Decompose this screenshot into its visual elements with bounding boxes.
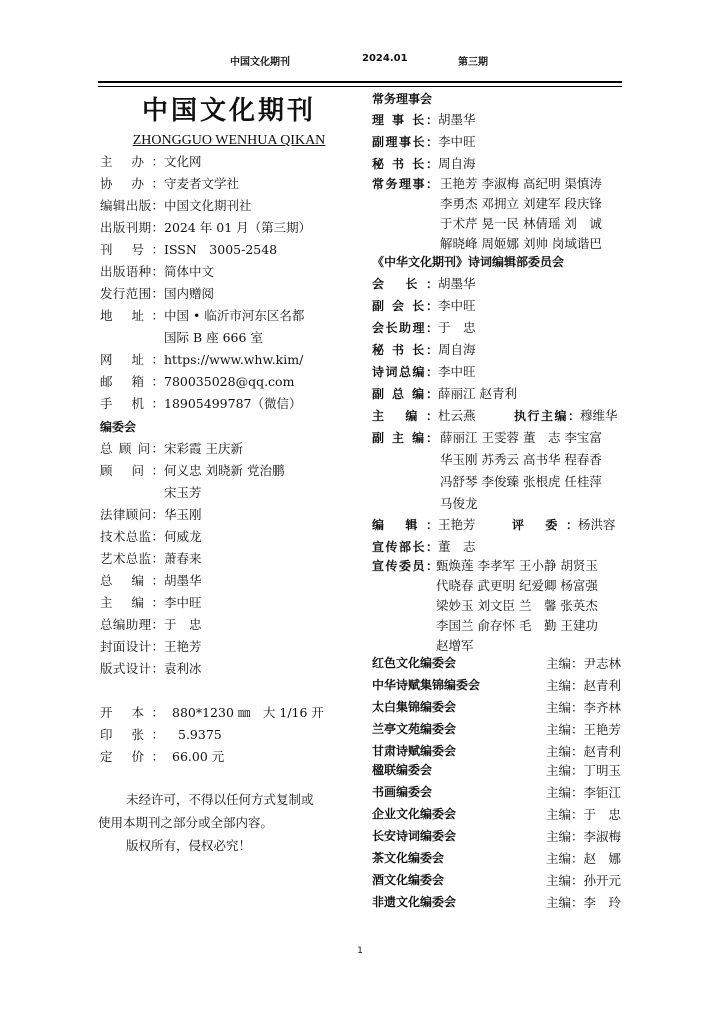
council-row <box>372 155 476 173</box>
committee-row <box>372 893 622 910</box>
poetry-value: 李中旺 <box>438 364 476 379</box>
info-value: 国际 B 座 666 室 <box>164 330 263 345</box>
pub-members-line: 代晓春 武更明 纪爱卿 杨富强 <box>436 578 598 593</box>
info-value: ISSN 3005-2548 <box>164 242 278 257</box>
members-line: 于术芹 晃一民 林倩瑶 刘 诚 <box>440 216 602 231</box>
poetry-reviewer-row <box>512 516 616 534</box>
running-header-issue: 第三期 <box>458 57 488 68</box>
committee-name: 太白集锦编委会 <box>372 700 457 714</box>
poetry-row <box>372 385 517 403</box>
info-label: 出版语种： <box>100 264 164 279</box>
info-row <box>100 219 311 236</box>
editor-label: 编 辑： <box>372 518 438 532</box>
editorial-row <box>100 660 202 677</box>
spec-label: 印 张： <box>100 727 164 742</box>
committee-head: 主编：李淑梅 <box>546 829 622 844</box>
reviewer-value: 杨洪容 <box>578 517 616 532</box>
poetry-row <box>372 363 476 381</box>
council-members-row <box>372 175 438 193</box>
info-label: 编辑出版： <box>100 198 164 213</box>
members-line: 李勇杰 邓拥立 刘建军 段庆锋 <box>440 196 602 211</box>
committee-name: 甘肃诗赋编委会 <box>372 744 457 758</box>
members-line: 解晓峰 周姬娜 刘帅 岗域谐巴 <box>440 236 602 251</box>
poetry-label: 会 长： <box>372 277 438 291</box>
spec-label: 定 价： <box>100 749 164 764</box>
info-row <box>100 307 304 324</box>
info-label: 出版刊期： <box>100 220 164 235</box>
header-rule-thin <box>98 86 622 87</box>
chief-value: 杜云燕 <box>438 408 476 423</box>
committee-name: 长安诗词编委会 <box>372 829 457 843</box>
editorial-label: 技术总监： <box>100 529 164 544</box>
committee-name: 非遗文化编委会 <box>372 895 457 909</box>
committee-head: 主编：赵 娜 <box>546 851 622 866</box>
chief-label: 主 编： <box>372 409 438 423</box>
editorial-value: 于 忠 <box>164 617 202 632</box>
committee-head: 主编：李钜江 <box>546 785 622 800</box>
info-label: 发行范围： <box>100 286 164 301</box>
info-row-continuation <box>164 329 263 346</box>
standing-council-heading: 常务理事会 <box>372 92 433 106</box>
editorial-label: 法律顾问： <box>100 507 164 522</box>
committee-head: 主编：王艳芳 <box>546 722 622 737</box>
poetry-row <box>372 297 476 315</box>
info-label: 协 办： <box>100 176 164 191</box>
poetry-row <box>372 319 476 337</box>
poetry-pubm-row <box>372 557 438 575</box>
info-label: 网 址： <box>100 352 164 367</box>
info-label: 邮 箱： <box>100 374 164 389</box>
council-label: 副理事长： <box>372 135 438 149</box>
committee-name: 企业文化编委会 <box>372 807 457 821</box>
masthead-title: 中国文化期刊 <box>141 96 316 126</box>
committee-row <box>372 720 622 737</box>
council-members <box>440 175 602 252</box>
editorial-value: 萧春来 <box>164 551 202 566</box>
poetry-label: 副 会 长： <box>372 299 438 313</box>
deputies-line: 薛丽江 王雯蓉 董 志 李宝富 <box>440 430 602 445</box>
council-value: 胡墨华 <box>438 112 476 127</box>
poetry-pub-members <box>436 557 598 654</box>
council-members-label: 常务理事： <box>372 177 438 191</box>
council-value: 李中旺 <box>438 134 476 149</box>
deputies-line: 冯舒琴 李俊臻 张根虎 任桂萍 <box>440 474 602 489</box>
deputy-label: 副 主 编： <box>372 431 438 445</box>
info-row <box>100 373 294 390</box>
info-value: 2024 年 01 月（第三期） <box>164 220 312 235</box>
editorial-label: 总 顾 问： <box>100 441 164 456</box>
committee-head: 主编：尹志林 <box>546 656 622 671</box>
editorial-label: 版式设计： <box>100 661 164 676</box>
editorial-heading: 编委会 <box>100 420 137 434</box>
editorial-label: 主 编： <box>100 595 164 610</box>
info-value: 中国文化期刊社 <box>164 198 252 213</box>
committee-row <box>372 871 622 888</box>
pub-members-line: 梁妙玉 刘文臣 兰 馨 张英杰 <box>436 598 598 613</box>
pub-members-line: 赵增军 <box>436 638 474 653</box>
running-header-journal: 中国文化期刊 <box>230 57 290 68</box>
editorial-label: 艺术总监： <box>100 551 164 566</box>
info-row <box>100 153 202 170</box>
committee-name: 兰亭文苑编委会 <box>372 722 457 736</box>
pub-label: 宣传部长： <box>372 540 438 554</box>
info-row <box>100 263 214 280</box>
pub-members-line: 李国兰 俞存怀 毛 勤 王建功 <box>436 618 598 633</box>
committee-head: 主编：孙开元 <box>546 873 622 888</box>
info-label: 刊 号： <box>100 242 164 257</box>
editorial-value: 李中旺 <box>164 595 202 610</box>
page-number: 1 <box>357 946 363 956</box>
committee-name: 茶文化编委会 <box>372 851 445 865</box>
editorial-row <box>100 550 202 567</box>
poetry-value: 周自海 <box>438 342 476 357</box>
committee-row <box>372 698 622 715</box>
members-line: 王艳芳 李淑梅 高纪明 渠慎涛 <box>440 176 602 191</box>
poetry-label: 副 总 编： <box>372 387 438 401</box>
copyright-line: 版权所有，侵权必究！ <box>126 838 252 853</box>
spec-row <box>100 704 324 721</box>
editorial-row <box>100 506 202 523</box>
council-value: 周自海 <box>438 156 476 171</box>
committee-name: 酒文化编委会 <box>372 873 445 887</box>
info-row <box>100 351 303 368</box>
poetry-row <box>372 341 476 359</box>
info-label: 地 址： <box>100 308 164 323</box>
committee-row <box>372 805 622 822</box>
committee-row <box>372 742 622 759</box>
poetry-committee-heading: 《中华文化期刊》诗词编辑部委员会 <box>372 255 565 269</box>
poetry-chief-row <box>372 407 476 425</box>
poetry-value: 薛丽江 赵青利 <box>438 386 517 401</box>
editorial-label: 封面设计： <box>100 639 164 654</box>
poetry-editor-row <box>372 516 476 534</box>
editorial-label: 总 编： <box>100 573 164 588</box>
editorial-value: 何威龙 <box>164 529 202 544</box>
info-row <box>100 241 277 258</box>
committee-name: 中华诗赋集锦编委会 <box>372 678 481 692</box>
info-row <box>100 197 252 214</box>
spec-value: 66.00 元 <box>172 749 225 764</box>
committee-name: 红色文化编委会 <box>372 656 457 670</box>
editorial-row-continuation <box>164 484 202 501</box>
deputies-line: 马俊龙 <box>440 496 478 511</box>
poetry-value: 于 忠 <box>438 320 476 335</box>
editor-value: 王艳芳 <box>438 517 476 532</box>
council-row <box>372 111 476 129</box>
spec-row <box>100 748 224 765</box>
info-value: https://www.whw.kim/ <box>164 352 304 367</box>
info-label: 手 机： <box>100 396 164 411</box>
exec-value: 穆维华 <box>580 408 618 423</box>
editorial-label: 总编助理： <box>100 617 164 632</box>
editorial-value: 胡墨华 <box>164 573 202 588</box>
info-value: 国内赠阅 <box>164 286 215 301</box>
info-value: 780035028@qq.com <box>164 374 295 389</box>
editorial-row <box>100 638 202 655</box>
committee-head: 主编：赵青利 <box>546 678 622 693</box>
info-value: 简体中文 <box>164 264 215 279</box>
poetry-row <box>372 275 476 293</box>
masthead-subtitle: ZHONGGUO WENHUA QIKAN <box>132 133 326 148</box>
editorial-label: 顾 问： <box>100 463 164 478</box>
running-header-date: 2024.01 <box>362 53 408 64</box>
info-value: 守麦者文学社 <box>164 176 240 191</box>
editorial-row <box>100 440 243 457</box>
exec-label: 执行主编： <box>514 409 580 423</box>
committee-head: 主编：赵青利 <box>546 744 622 759</box>
info-value: 文化网 <box>164 154 202 169</box>
committee-row <box>372 654 622 671</box>
council-label: 秘 书 长： <box>372 157 438 171</box>
poetry-label: 诗词总编： <box>372 365 438 379</box>
pub-value: 董 志 <box>438 539 476 554</box>
info-value: 18905499787（微信） <box>164 396 302 411</box>
copyright-notice <box>98 788 338 857</box>
committee-head: 主编：丁明玉 <box>546 763 622 778</box>
poetry-label: 秘 书 长： <box>372 343 438 357</box>
editorial-row <box>100 528 202 545</box>
editorial-value: 王艳芳 <box>164 639 202 654</box>
info-row <box>100 175 239 192</box>
committee-head: 主编：于 忠 <box>546 807 622 822</box>
spec-value: 880*1230 ㎜ 大 1/16 开 <box>172 705 324 720</box>
poetry-exec-row <box>514 407 618 425</box>
editorial-row <box>100 616 202 633</box>
editorial-row <box>100 594 202 611</box>
spec-value: 5.9375 <box>178 727 222 742</box>
pub-members-line: 甄焕莲 李孝军 王小静 胡贤玉 <box>436 558 598 573</box>
pubm-label: 宣传委员： <box>372 559 438 573</box>
committee-name: 书画编委会 <box>372 785 433 799</box>
committee-head: 主编：李 玲 <box>546 895 622 910</box>
committee-row <box>372 761 622 778</box>
editorial-value: 袁利冰 <box>164 661 202 676</box>
poetry-deputy-row <box>372 429 438 447</box>
spec-row <box>100 726 222 743</box>
committee-row <box>372 849 622 866</box>
spec-label: 开 本： <box>100 705 164 720</box>
editorial-value: 宋彩霞 王庆新 <box>164 441 243 456</box>
editorial-row <box>100 572 202 589</box>
copyright-line: 使用本期刊之部分或全部内容。 <box>98 815 274 830</box>
copyright-line: 未经许可，不得以任何方式复制或 <box>126 792 314 807</box>
committee-head: 主编：李齐林 <box>546 700 622 715</box>
info-value: 中国 • 临沂市河东区名都 <box>164 308 305 323</box>
poetry-pub-row <box>372 538 476 556</box>
editorial-value: 华玉刚 <box>164 507 202 522</box>
committee-row <box>372 783 622 800</box>
poetry-value: 李中旺 <box>438 298 476 313</box>
committee-row <box>372 827 622 844</box>
reviewer-label: 评 委： <box>512 518 578 532</box>
deputies-line: 华玉刚 苏秀云 高书华 程春香 <box>440 452 602 467</box>
poetry-label: 会长助理： <box>372 321 438 335</box>
poetry-value: 胡墨华 <box>438 276 476 291</box>
info-row <box>100 285 214 302</box>
editorial-row <box>100 462 284 479</box>
info-row <box>100 395 301 412</box>
committee-row <box>372 676 622 693</box>
poetry-deputies <box>440 429 602 512</box>
header-rule-thick <box>98 81 622 83</box>
council-row <box>372 133 476 151</box>
editorial-value: 宋玉芳 <box>164 485 202 500</box>
editorial-value: 何义忠 刘晓新 党治鹏 <box>164 463 285 478</box>
council-label: 理 事 长： <box>372 113 438 127</box>
info-label: 主 办： <box>100 154 164 169</box>
committee-name: 楹联编委会 <box>372 763 433 777</box>
